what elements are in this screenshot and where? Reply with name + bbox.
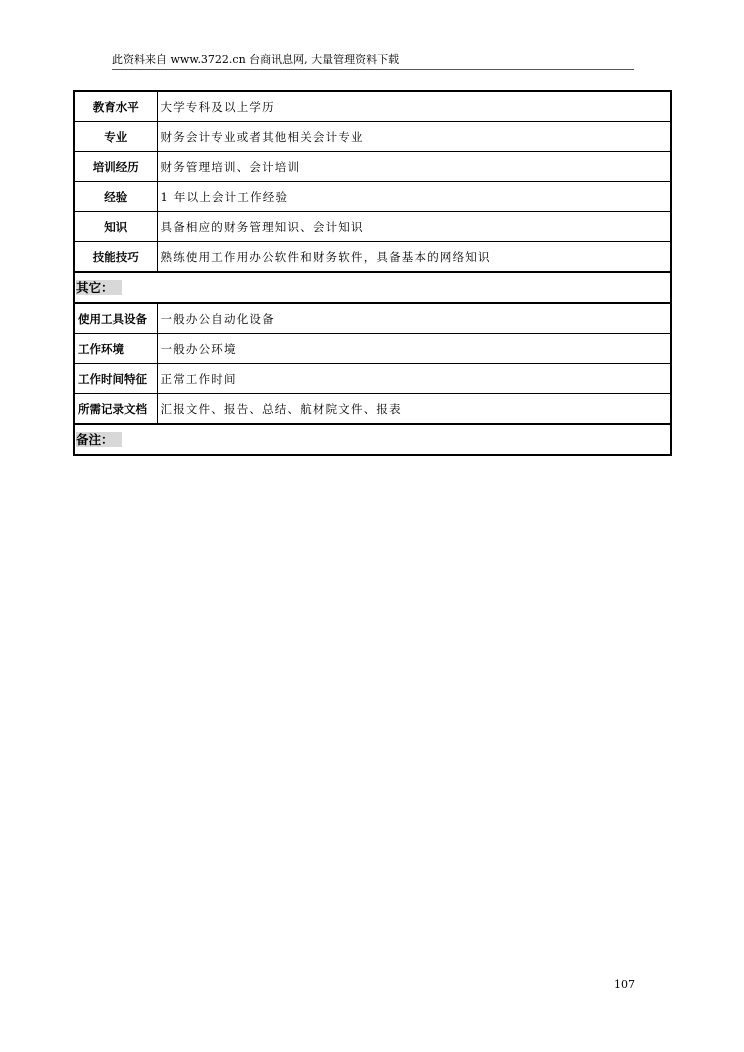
row-value: 一般办公环境 [157,334,671,364]
section-title-remarks: 备注： [76,432,122,447]
table-row [74,242,671,273]
section-cell [74,424,671,455]
section-row-remarks [74,424,671,455]
row-value: 汇报文件、报告、总结、航材院文件、报表 [157,394,671,425]
row-value: 具备相应的财务管理知识、会计知识 [157,212,671,242]
table-row [74,182,671,212]
table-row [74,212,671,242]
row-label: 经验 [74,182,157,212]
section-cell [74,272,671,303]
section-row-other [74,272,671,303]
row-label: 工作时间特征 [74,364,157,394]
row-value: 一般办公自动化设备 [157,303,671,334]
table-row [74,303,671,334]
row-label: 技能技巧 [74,242,157,273]
row-value: 财务管理培训、会计培训 [157,152,671,182]
table-row [74,122,671,152]
row-label: 教育水平 [74,91,157,122]
row-value: 财务会计专业或者其他相关会计专业 [157,122,671,152]
row-label: 知识 [74,212,157,242]
job-spec-table [73,90,672,456]
page-header: 此资料来自 www.3722.cn 台商讯息网, 大量管理资料下载 [112,53,634,70]
row-value: 1 年以上会计工作经验 [157,182,671,212]
table-row [74,394,671,425]
section-title-other: 其它： [76,280,122,295]
row-value: 正常工作时间 [157,364,671,394]
row-label: 使用工具设备 [74,303,157,334]
table-row [74,334,671,364]
table-row [74,152,671,182]
row-label: 专业 [74,122,157,152]
row-label: 培训经历 [74,152,157,182]
page-number: 107 [614,978,635,991]
table-row [74,91,671,122]
table-row [74,364,671,394]
row-label: 所需记录文档 [74,394,157,425]
row-value: 熟练使用工作用办公软件和财务软件，具备基本的网络知识 [157,242,671,273]
row-value: 大学专科及以上学历 [157,91,671,122]
row-label: 工作环境 [74,334,157,364]
